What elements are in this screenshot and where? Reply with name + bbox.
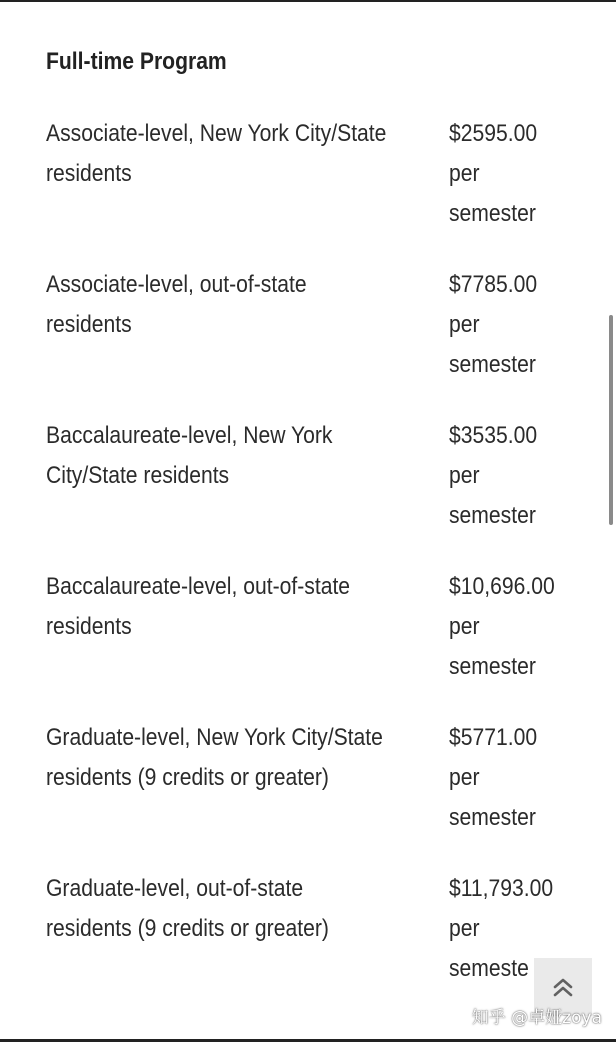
fee-label-line: residents (9 credits or greater) [46, 764, 329, 791]
fee-row [46, 869, 586, 1020]
fee-label-line: Graduate-level, out-of-state [46, 875, 304, 902]
fee-label-line: Baccalaureate-level, out-of-state [46, 573, 351, 600]
fee-label [46, 869, 416, 949]
fee-label [46, 567, 416, 647]
top-divider [0, 0, 616, 2]
scrollbar-thumb[interactable] [609, 315, 613, 525]
fee-amount [449, 416, 572, 536]
fee-label-line: Baccalaureate-level, New York [46, 422, 333, 449]
fee-row [46, 718, 586, 869]
fee-amount-unit: per [449, 311, 480, 338]
fee-label [46, 265, 416, 345]
fee-label [46, 718, 416, 798]
fee-amount-unit: semeste [449, 955, 529, 982]
fee-list [46, 114, 586, 1020]
fee-row [46, 567, 586, 718]
fee-amount-value: $5771.00 [449, 724, 538, 751]
fee-amount-value: $3535.00 [449, 422, 538, 449]
fee-amount-unit: semester [449, 804, 536, 831]
fee-amount [449, 265, 572, 385]
section-title: Full-time Program [46, 48, 227, 75]
fee-row [46, 114, 586, 265]
fee-amount-unit: per [449, 764, 480, 791]
fee-label-line: Associate-level, out-of-state [46, 271, 307, 298]
fee-row [46, 416, 586, 567]
fee-label-line: City/State residents [46, 462, 230, 489]
watermark: 知乎 @卓娅zoya [471, 1008, 602, 1028]
fee-label-line: residents [46, 160, 132, 187]
fee-label-line: residents [46, 613, 132, 640]
fee-amount-unit: per [449, 462, 480, 489]
fee-row [46, 265, 586, 416]
fee-label-line: residents (9 credits or greater) [46, 915, 329, 942]
fee-label-line: Associate-level, New York City/State [46, 120, 387, 147]
fee-amount-unit: semester [449, 351, 536, 378]
fee-label [46, 114, 416, 194]
fee-amount [449, 114, 572, 234]
fee-amount-value: $10,696.00 [449, 573, 555, 600]
fee-amount-unit: semester [449, 502, 536, 529]
fee-amount-unit: per [449, 613, 480, 640]
fee-amount [449, 567, 572, 687]
double-chevron-up-icon [551, 975, 575, 999]
fee-amount-value: $11,793.00 [449, 875, 554, 902]
fee-label-line: Graduate-level, New York City/State [46, 724, 383, 751]
fee-amount-unit: semester [449, 653, 536, 680]
fee-amount-unit: semester [449, 200, 536, 227]
fee-amount [449, 718, 572, 838]
fee-amount-unit: per [449, 915, 480, 942]
fee-label-line: residents [46, 311, 132, 338]
fee-amount-value: $7785.00 [449, 271, 538, 298]
fee-amount-value: $2595.00 [449, 120, 538, 147]
fee-amount-unit: per [449, 160, 480, 187]
fee-label [46, 416, 416, 496]
